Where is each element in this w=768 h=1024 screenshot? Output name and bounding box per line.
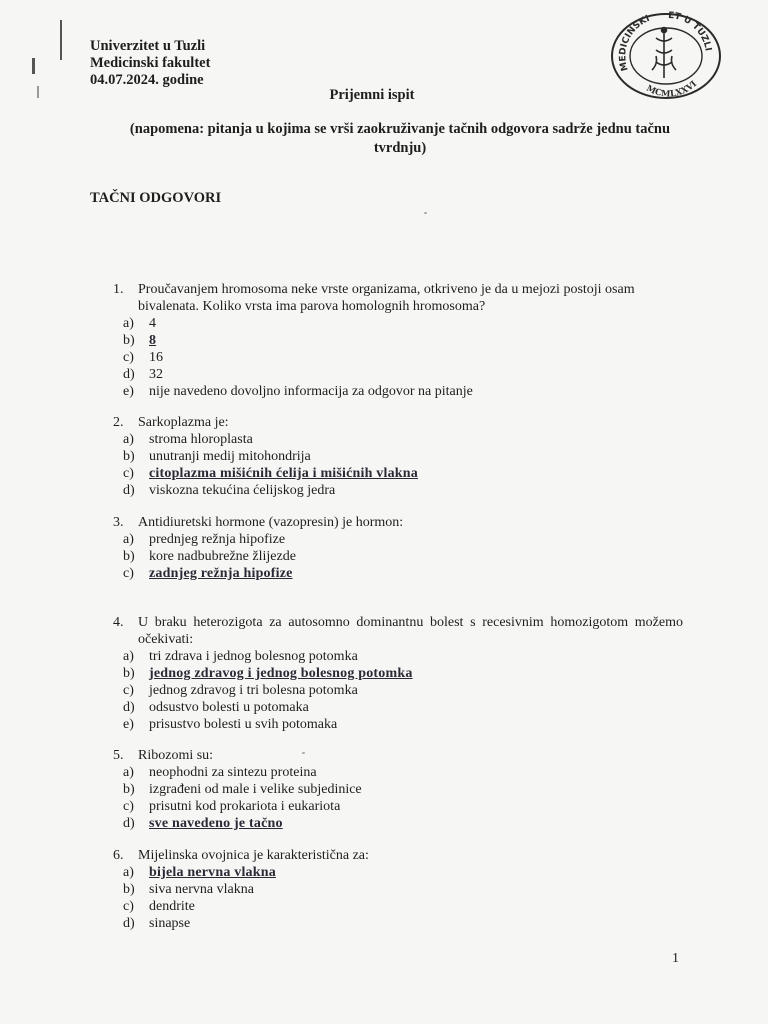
- correct-answer: sve navedeno je tačno: [149, 816, 283, 831]
- option-item: [123, 699, 683, 716]
- university-name: Univerzitet u Tuzli: [90, 38, 206, 54]
- option-text: tri zdrava i jednog bolesnog potomka: [149, 649, 358, 664]
- option-letter: d): [123, 483, 135, 498]
- question-text: Sarkoplazma je:: [138, 415, 229, 430]
- question-number: 3.: [113, 515, 124, 530]
- seal-text-right: ET U TUZLI: [667, 10, 713, 52]
- margin-mark: [32, 58, 35, 74]
- option-item: [123, 465, 683, 482]
- page-number: 1: [672, 951, 679, 966]
- option-item: [123, 383, 683, 400]
- seal-text-left: MEDICINSKI: [618, 13, 652, 72]
- scan-speck: [424, 212, 427, 214]
- question-text: Mijelinska ovojnica je karakteristična za:: [138, 848, 369, 863]
- option-letter: b): [123, 882, 135, 897]
- option-letter: c): [123, 350, 134, 365]
- question-2: [113, 414, 683, 499]
- document-header: [90, 38, 210, 89]
- option-item: [123, 716, 683, 733]
- exam-note: (napomena: pitanja u kojima se vrši zaokruživanje tačnih odgovora sadrže jednu tačnu tvrdnju): [129, 121, 671, 156]
- option-list: [113, 315, 683, 400]
- option-list: [113, 531, 683, 582]
- option-text: stroma hloroplasta: [149, 432, 253, 447]
- option-text: sinapse: [149, 916, 191, 931]
- question-5: [113, 747, 683, 832]
- option-letter: c): [123, 799, 134, 814]
- option-text: 16: [149, 350, 163, 365]
- question-6: [113, 847, 683, 932]
- correct-answer: jednog zdravog i jednog bolesnog potomka: [149, 666, 413, 681]
- option-letter: d): [123, 816, 135, 831]
- option-item: [123, 431, 683, 448]
- option-item: [123, 648, 683, 665]
- question-text: Ribozomi su:: [138, 748, 214, 763]
- seal-year: MCMLXXVI: [644, 79, 700, 100]
- question-number: 1.: [113, 282, 124, 297]
- option-item: [123, 482, 683, 499]
- correct-answer: citoplazma mišićnih ćelija i mišićnih vlakna: [149, 466, 418, 481]
- option-letter: b): [123, 549, 135, 564]
- option-letter: b): [123, 333, 135, 348]
- option-text: izgrađeni od male i velike subjedinice: [149, 782, 362, 797]
- option-letter: b): [123, 449, 135, 464]
- option-item: [123, 565, 683, 582]
- question-3: [113, 514, 683, 582]
- svg-text:ET U TUZLI: [668, 11, 713, 52]
- question-text: U braku heterozigota za autosomno dominantnu bolest s recesivnim homozigotom možemo očekivati:: [138, 615, 683, 647]
- option-letter: c): [123, 566, 134, 581]
- option-text: unutranji medij mitohondrija: [149, 449, 311, 464]
- option-text: 4: [149, 316, 156, 331]
- option-item: [123, 915, 683, 932]
- option-letter: a): [123, 865, 134, 880]
- option-text: jednog zdravog i tri bolesna potomka: [149, 683, 358, 698]
- question-number: 6.: [113, 848, 124, 863]
- option-list: [113, 864, 683, 932]
- question-text: Antidiuretski hormone (vazopresin) je hormon:: [138, 515, 404, 530]
- option-letter: d): [123, 916, 135, 931]
- option-text: prednjeg režnja hipofize: [149, 532, 286, 547]
- option-item: [123, 448, 683, 465]
- question-number: 4.: [113, 615, 124, 630]
- correct-answer: 8: [149, 333, 157, 348]
- option-item: [123, 798, 683, 815]
- option-text: prisustvo bolesti u svih potomaka: [149, 717, 338, 732]
- correct-answer: bijela nervna vlakna: [149, 865, 276, 880]
- option-item: [123, 898, 683, 915]
- option-list: [113, 764, 683, 832]
- section-title: TAČNI ODGOVORI: [90, 190, 222, 206]
- option-item: [123, 764, 683, 781]
- option-text: viskozna tekućina ćelijskog jedra: [149, 483, 336, 498]
- faculty-name: Medicinski fakultet: [90, 55, 211, 71]
- option-item: [123, 781, 683, 798]
- option-item: [123, 548, 683, 565]
- option-list: [113, 648, 683, 733]
- option-letter: b): [123, 782, 135, 797]
- question-4: [113, 614, 683, 733]
- option-letter: a): [123, 765, 134, 780]
- option-letter: a): [123, 532, 134, 547]
- option-letter: c): [123, 899, 134, 914]
- exam-title: Prijemni ispit: [329, 87, 415, 103]
- option-item: [123, 815, 683, 832]
- option-letter: e): [123, 717, 134, 732]
- option-item: [123, 864, 683, 881]
- option-item: [123, 315, 683, 332]
- question-number: 5.: [113, 748, 124, 763]
- option-letter: a): [123, 649, 134, 664]
- option-letter: a): [123, 316, 134, 331]
- option-list: [113, 431, 683, 499]
- option-item: [123, 332, 683, 349]
- option-text: 32: [149, 367, 163, 382]
- option-letter: b): [123, 666, 135, 681]
- option-item: [123, 665, 683, 682]
- question-1: [113, 281, 683, 400]
- question-number: 2.: [113, 415, 124, 430]
- question-text: Proučavanjem hromosoma neke vrste organizama, otkriveno je da u mejozi postoji osam bivalenata. Koliko vrsta ima parova homolognih hromosoma?: [138, 282, 635, 314]
- option-text: dendrite: [149, 899, 195, 914]
- margin-mark: [60, 20, 62, 60]
- option-text: neophodni za sintezu proteina: [149, 765, 317, 780]
- option-text: nije navedeno dovoljno informacija za odgovor na pitanje: [149, 384, 473, 399]
- option-letter: c): [123, 683, 134, 698]
- option-letter: c): [123, 466, 134, 481]
- option-item: [123, 881, 683, 898]
- option-item: [123, 682, 683, 699]
- document-date: 04.07.2024. godine: [90, 72, 204, 88]
- option-text: siva nervna vlakna: [149, 882, 254, 897]
- caduceus-icon: [652, 28, 676, 79]
- correct-answer: zadnjeg režnja hipofize: [149, 566, 293, 581]
- option-letter: e): [123, 384, 134, 399]
- option-letter: a): [123, 432, 134, 447]
- option-text: odsustvo bolesti u potomaka: [149, 700, 309, 715]
- option-item: [123, 349, 683, 366]
- option-text: prisutni kod prokariota i eukariota: [149, 799, 341, 814]
- option-text: kore nadbubrežne žlijezde: [149, 549, 296, 564]
- option-item: [123, 366, 683, 383]
- option-letter: d): [123, 700, 135, 715]
- option-letter: d): [123, 367, 135, 382]
- option-item: [123, 531, 683, 548]
